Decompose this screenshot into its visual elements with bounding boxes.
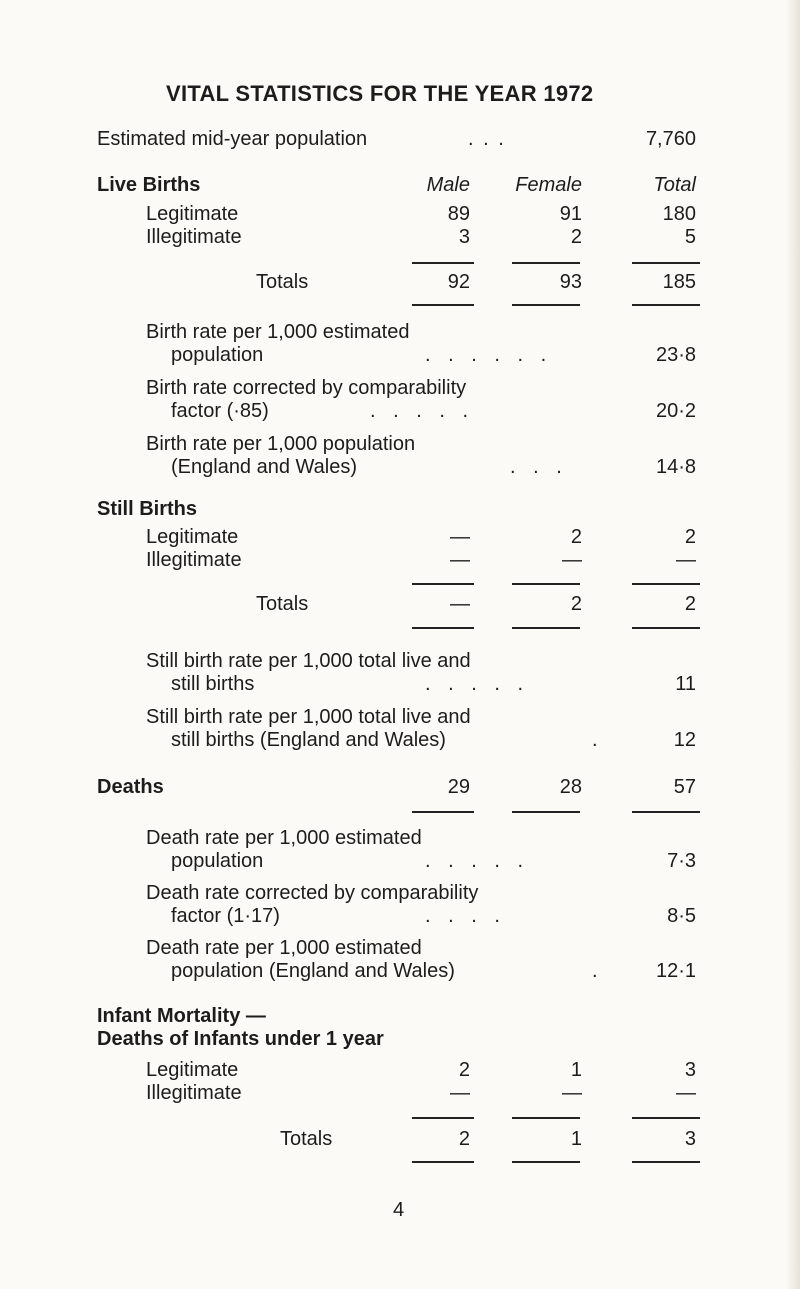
rate-value: 20·2: [655, 400, 696, 422]
col-male-header: Male: [426, 174, 470, 196]
totals-female: 2: [570, 593, 582, 615]
table-cell-total: 2: [684, 526, 696, 548]
divider: [412, 1117, 474, 1119]
totals-total: 185: [662, 271, 696, 293]
population-value: 7,760: [645, 128, 696, 150]
page-number: 4: [393, 1199, 405, 1221]
table-row-label: Illegitimate: [146, 549, 242, 571]
rate-line2: factor (·85): [171, 400, 269, 422]
table-cell-total: —: [676, 549, 696, 571]
divider: [632, 304, 700, 306]
table-cell-total: 5: [684, 226, 696, 248]
rate-value: 23·8: [655, 344, 696, 366]
table-cell-female: 1: [570, 1059, 582, 1081]
rate-line2: factor (1·17): [171, 905, 280, 927]
divider: [412, 583, 474, 585]
table-cell-female: 91: [559, 203, 582, 225]
rate-line2: population (England and Wales): [171, 960, 455, 982]
table-row-label: Legitimate: [146, 1059, 239, 1081]
totals-female: 93: [559, 271, 582, 293]
rate-line1: Birth rate corrected by comparability: [146, 377, 467, 399]
rate-line1: Death rate per 1,000 estimated: [146, 827, 422, 849]
table-cell-male: —: [450, 549, 470, 571]
population-label: Estimated mid-year population: [97, 128, 368, 150]
deaths-total: 57: [673, 776, 696, 798]
page-edge-shadow: [786, 0, 800, 1289]
still-births-heading: Still Births: [97, 498, 198, 520]
infant-mortality-subheading: Deaths of Infants under 1 year: [97, 1028, 384, 1050]
live-births-heading: Live Births: [97, 174, 201, 196]
rate-value: 8·5: [667, 905, 696, 927]
divider: [632, 262, 700, 264]
divider: [412, 262, 474, 264]
rate-value: 14·8: [655, 456, 696, 478]
table-cell-male: —: [450, 526, 470, 548]
rate-value: 7·3: [667, 850, 696, 872]
table-cell-female: —: [562, 1082, 582, 1104]
divider: [632, 1117, 700, 1119]
table-row-label: Illegitimate: [146, 226, 242, 248]
table-cell-male: 2: [458, 1059, 470, 1081]
rate-value: 12: [673, 729, 696, 751]
table-cell-male: —: [450, 1082, 470, 1104]
rate-dots: . . . . .: [370, 400, 475, 422]
col-female-header: Female: [515, 174, 582, 196]
table-cell-total: 3: [684, 1059, 696, 1081]
divider: [412, 304, 474, 306]
totals-male: 92: [447, 271, 470, 293]
table-cell-male: 3: [458, 226, 470, 248]
totals-label: Totals: [256, 271, 309, 293]
table-cell-male: 89: [447, 203, 470, 225]
divider: [512, 1161, 580, 1163]
rate-dots: . . . . .: [425, 850, 530, 872]
table-cell-female: —: [562, 549, 582, 571]
rate-dots: . . . .: [425, 905, 506, 927]
totals-label: Totals: [280, 1128, 333, 1150]
divider: [412, 627, 474, 629]
table-row-label: Legitimate: [146, 526, 239, 548]
rate-line2: still births: [171, 673, 255, 695]
divider: [412, 811, 474, 813]
rate-line2: population: [171, 850, 264, 872]
page-title: VITAL STATISTICS FOR THE YEAR 1972: [166, 81, 594, 106]
totals-female: 1: [570, 1128, 582, 1150]
totals-total: 3: [684, 1128, 696, 1150]
rate-dots: .: [592, 960, 598, 982]
rate-value: 11: [675, 673, 696, 695]
divider: [512, 304, 580, 306]
deaths-heading: Deaths: [97, 776, 164, 798]
rate-dots: . . . . . .: [425, 344, 553, 366]
totals-label: Totals: [256, 593, 309, 615]
rate-line1: Death rate corrected by comparability: [146, 882, 479, 904]
population-dots: . . .: [468, 128, 506, 150]
rate-dots: .: [592, 729, 598, 751]
divider: [512, 627, 580, 629]
divider: [632, 1161, 700, 1163]
divider: [512, 262, 580, 264]
deaths-male: 29: [447, 776, 470, 798]
rate-line1: Still birth rate per 1,000 total live and: [146, 706, 471, 728]
col-total-header: Total: [653, 174, 696, 196]
totals-male: 2: [458, 1128, 470, 1150]
table-cell-total: 180: [662, 203, 696, 225]
rate-line2: population: [171, 344, 264, 366]
rate-dots: . . .: [510, 456, 568, 478]
table-cell-female: 2: [570, 226, 582, 248]
rate-line2: (England and Wales): [171, 456, 358, 478]
table-cell-female: 2: [570, 526, 582, 548]
totals-male: —: [450, 593, 470, 615]
rate-dots: . . . . .: [425, 673, 530, 695]
rate-line1: Death rate per 1,000 estimated: [146, 937, 422, 959]
divider: [632, 583, 700, 585]
divider: [512, 583, 580, 585]
rate-line2: still births (England and Wales): [171, 729, 446, 751]
divider: [512, 1117, 580, 1119]
divider: [632, 811, 700, 813]
infant-mortality-heading: Infant Mortality —: [97, 1005, 266, 1027]
table-row-label: Illegitimate: [146, 1082, 242, 1104]
rate-line1: Birth rate per 1,000 population: [146, 433, 416, 455]
totals-total: 2: [684, 593, 696, 615]
divider: [412, 1161, 474, 1163]
table-row-label: Legitimate: [146, 203, 239, 225]
rate-line1: Birth rate per 1,000 estimated: [146, 321, 410, 343]
divider: [632, 627, 700, 629]
rate-value: 12·1: [655, 960, 696, 982]
deaths-female: 28: [559, 776, 582, 798]
divider: [512, 811, 580, 813]
rate-line1: Still birth rate per 1,000 total live and: [146, 650, 471, 672]
table-cell-total: —: [676, 1082, 696, 1104]
